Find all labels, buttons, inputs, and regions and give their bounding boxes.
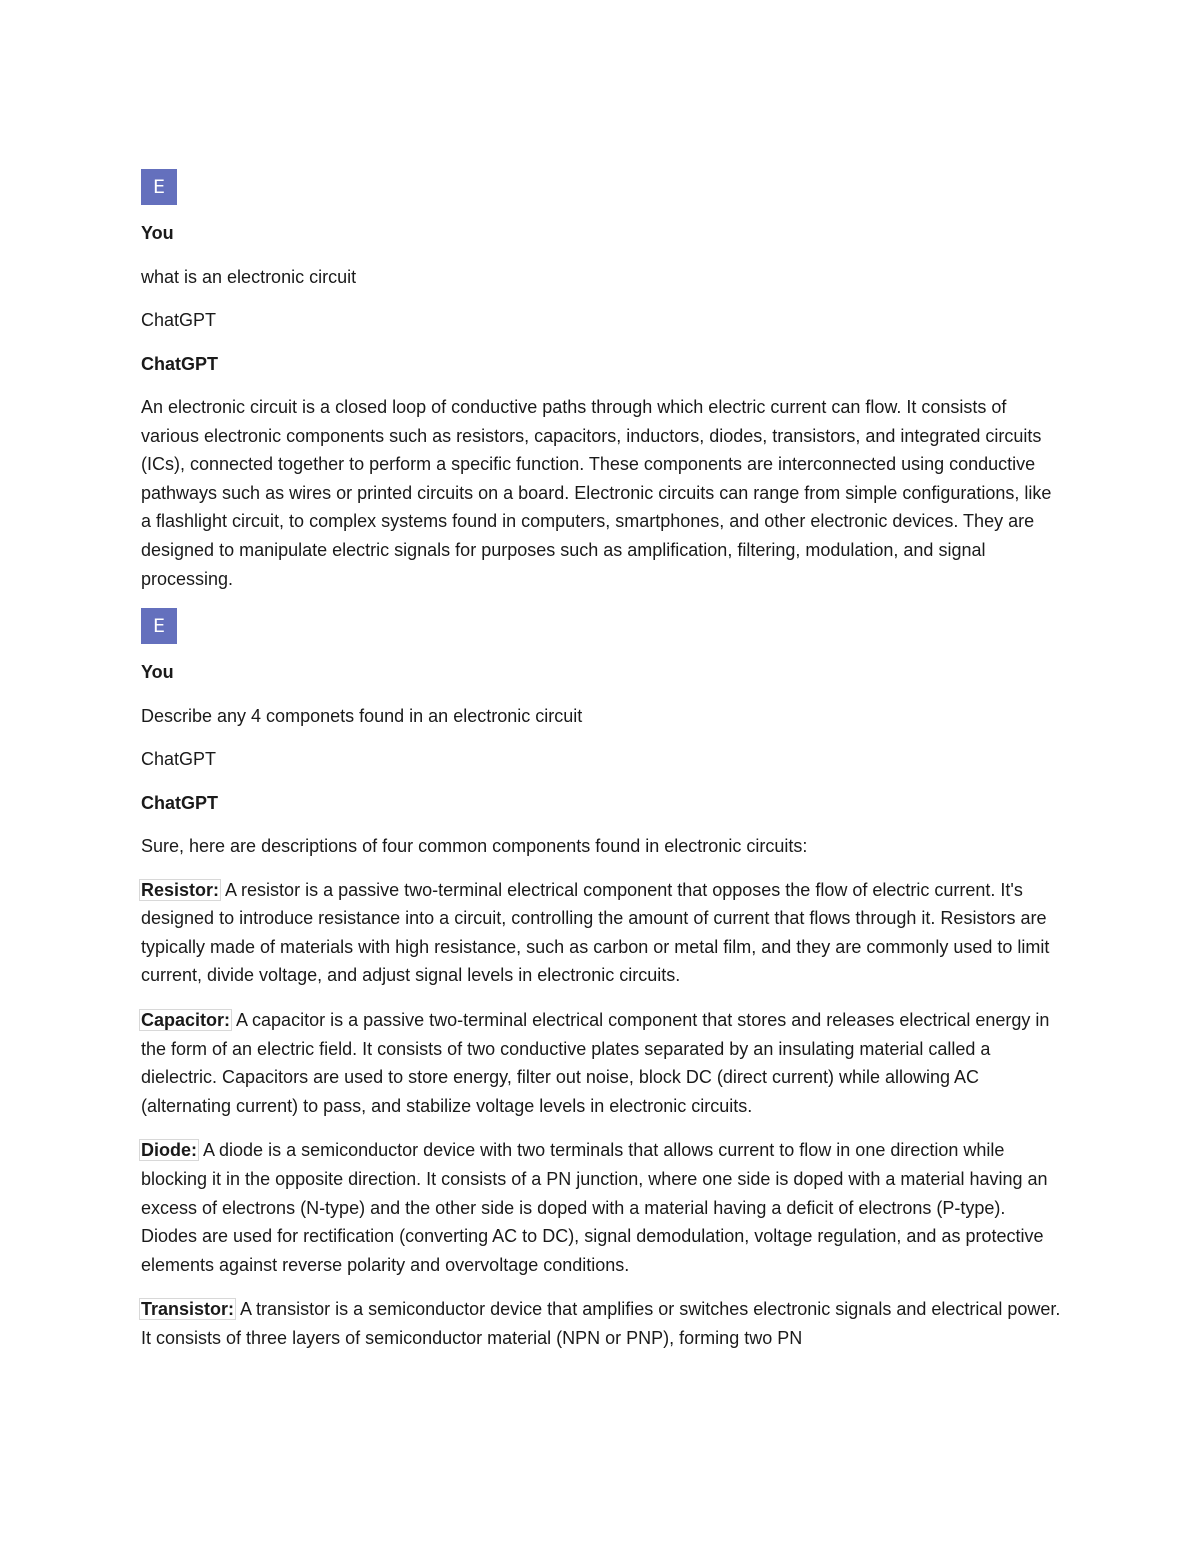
- component-term: Capacitor:: [141, 1010, 231, 1031]
- component-description: A diode is a semiconductor device with two terminals that allows current to flow in one direction while blocking it in the opposite direction. It consists of a PN junction, where one side is doped with a material having an excess of electrons (N-type) and the other side is doped with a material having a deficit of electrons (P-type). Diodes are used for rectification (converting AC to DC), signal demodulation, voltage regulation, and as protective elements against reverse polarity and overvoltage conditions.: [141, 1140, 1048, 1275]
- user-avatar: E: [141, 169, 177, 205]
- component-term: Resistor:: [141, 879, 220, 900]
- user-label: You: [141, 662, 174, 683]
- component-description: A transistor is a semiconductor device that amplifies or switches electronic signals and electrical power. It consists of three layers of semiconductor material (NPN or PNP), forming two PN: [141, 1299, 1061, 1348]
- assistant-label-plain: ChatGPT: [141, 749, 217, 770]
- component-resistor: [141, 876, 1066, 990]
- component-diode: [141, 1136, 1066, 1279]
- component-term: Transistor:: [141, 1299, 235, 1320]
- assistant-label-plain: ChatGPT: [141, 310, 217, 330]
- component-description: A resistor is a passive two-terminal electrical component that opposes the flow of electric current. It's designed to introduce resistance into a circuit, controlling the amount of current that flows through it. Resistors are typically made of materials with high resistance, such as carbon or metal film, and they are commonly used to limit current, divide voltage, and adjust signal levels in electronic circuits.: [141, 879, 1050, 986]
- component-term: Diode:: [141, 1140, 197, 1161]
- user-message: what is an electronic circuit: [141, 266, 357, 287]
- assistant-label-bold: ChatGPT: [141, 792, 219, 813]
- response-paragraph: An electronic circuit is a closed loop of conductive paths through which electric current can flow. It consists of various electronic components such as resistors, capacitors, inductors, diodes, transistors, and integrated circuits (ICs), connected together to perform a specific function. These components are interconnected using conductive pathways such as wires or printed circuits on a board. Electronic circuits can range from simple configurations, like a flashlight circuit, to complex systems found in computers, smartphones, and other electronic devices. They are designed to manipulate electric signals for purposes such as amplification, filtering, modulation, and signal processing.: [141, 397, 1052, 589]
- document-page: [141, 169, 1066, 1353]
- user-label: You: [141, 223, 174, 243]
- component-transistor: [141, 1295, 1066, 1352]
- user-message: Describe any 4 componets found in an electronic circuit: [141, 705, 583, 726]
- assistant-label-bold: ChatGPT: [141, 353, 219, 374]
- component-capacitor: [141, 1006, 1066, 1120]
- user-avatar: E: [141, 608, 177, 644]
- component-description: A capacitor is a passive two-terminal electrical component that stores and releases electrical energy in the form of an electric field. It consists of two conductive plates separated by an insulating material called a dielectric. Capacitors are used to store energy, filter out noise, block DC (direct current) while allowing AC (alternating current) to pass, and stabilize voltage levels in electronic circuits.: [141, 1010, 1050, 1116]
- response-intro: Sure, here are descriptions of four common components found in electronic circuits:: [141, 836, 808, 857]
